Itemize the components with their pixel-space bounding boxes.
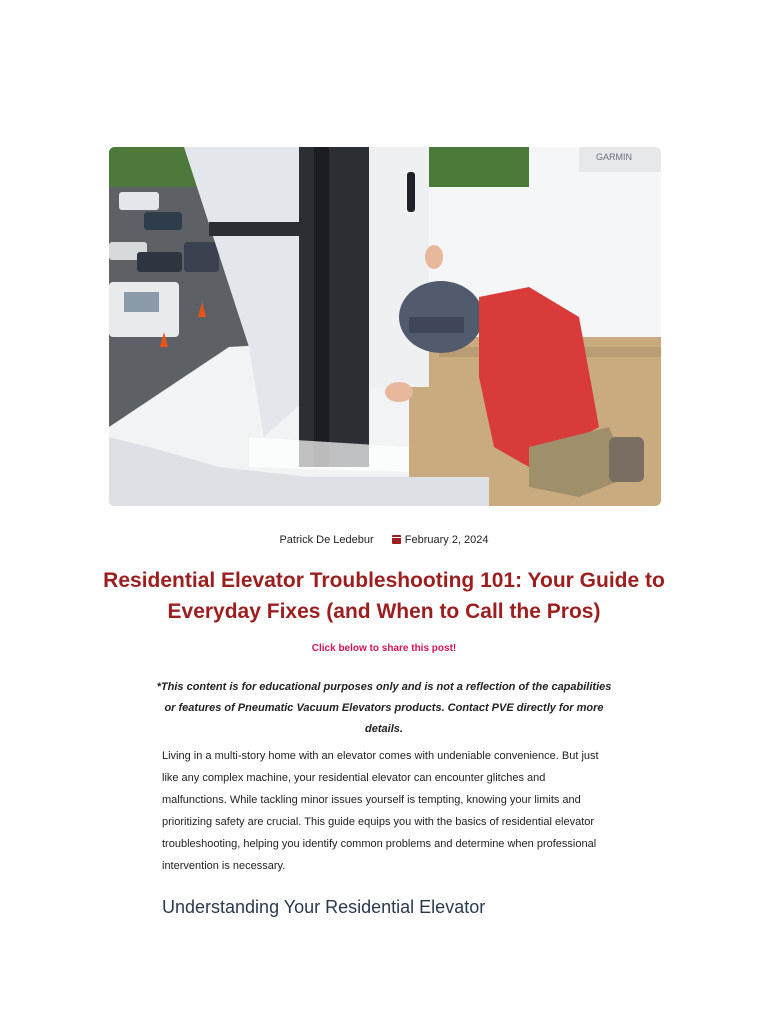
section-heading: Understanding Your Residential Elevator: [162, 897, 486, 917]
author-name[interactable]: Patrick De Ledebur: [279, 534, 374, 546]
intro-paragraph: Living in a multi-story home with an elevator comes with undeniable convenience. But just like any complex machine, your residential elevator can encounter glitches and malfunctions. While tackling minor issues yourself is tempting, knowing your limits and prioritizing safety are crucial. This guide equips you with the basics of residential elevator troubleshooting, helping you identify common problems and determine when professional intervention is necessary.: [162, 750, 599, 872]
article-meta: [0, 534, 768, 546]
hero-illustration: [109, 147, 661, 506]
post-date: February 2, 2024: [404, 534, 489, 546]
garmin-sign: GARMIN: [596, 152, 632, 162]
share-prompt: Click below to share this post!: [311, 643, 457, 654]
disclaimer: *This content is for educational purposes only and is not a reflection of the capabilities or features of Pneumatic Vacuum Elevators products. Contact PVE directly for more details.: [156, 681, 612, 735]
hero-image: [109, 147, 661, 506]
calendar-icon: [392, 535, 401, 544]
article-title: Residential Elevator Troubleshooting 101: Your Guide to Everyday Fixes (and When to Call the Pros): [103, 569, 665, 623]
